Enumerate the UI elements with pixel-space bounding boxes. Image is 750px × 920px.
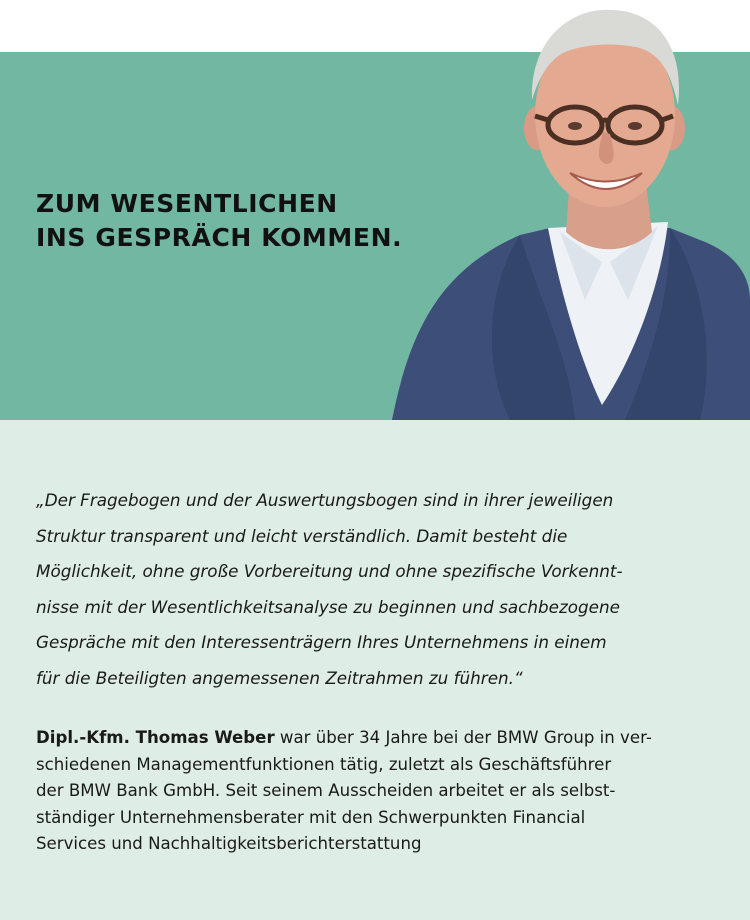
bio-line	[36, 725, 652, 752]
bio-line: der BMW Bank GmbH. Seit seinem Ausscheiden arbeitet er als selbst-	[36, 781, 616, 800]
bio-first-line-text: war über 34 Jahre bei der BMW Group in ver-	[274, 728, 652, 747]
bio-line: Services und Nachhaltigkeitsberichterstattung	[36, 834, 422, 853]
quote-line: Struktur transparent und leicht verständlich. Damit besteht die	[36, 525, 568, 546]
quote-line: „Der Fragebogen und der Auswertungsbogen sind in ihrer jeweiligen	[36, 490, 614, 510]
quote-line: für die Beteiligten angemessenen Zeitrahmen zu führen.“	[36, 667, 523, 688]
content-section	[0, 420, 750, 920]
portrait-photo	[370, 0, 750, 420]
testimonial-quote	[36, 483, 623, 697]
author-name: Dipl.-Kfm. Thomas Weber	[36, 728, 275, 747]
quote-line: Gespräche mit den Interessenträgern Ihres Unternehmens in einem	[36, 632, 607, 653]
headline	[36, 187, 402, 255]
headline-line-1: ZUM WESENTLICHEN	[36, 189, 338, 218]
headline-line-2: INS GESPRÄCH KOMMEN.	[36, 223, 403, 252]
bio-line: schiedenen Managementfunktionen tätig, zuletzt als Geschäftsführer	[36, 754, 612, 774]
bio-line: ständiger Unternehmensberater mit den Schwerpunkten Financial	[36, 807, 586, 827]
author-bio	[36, 725, 652, 858]
quote-line: Möglichkeit, ohne große Vorbereitung und ohne spezifische Vorkennt-	[36, 561, 623, 582]
quote-line: nisse mit der Wesentlichkeitsanalyse zu beginnen und sachbezogene	[36, 596, 620, 617]
